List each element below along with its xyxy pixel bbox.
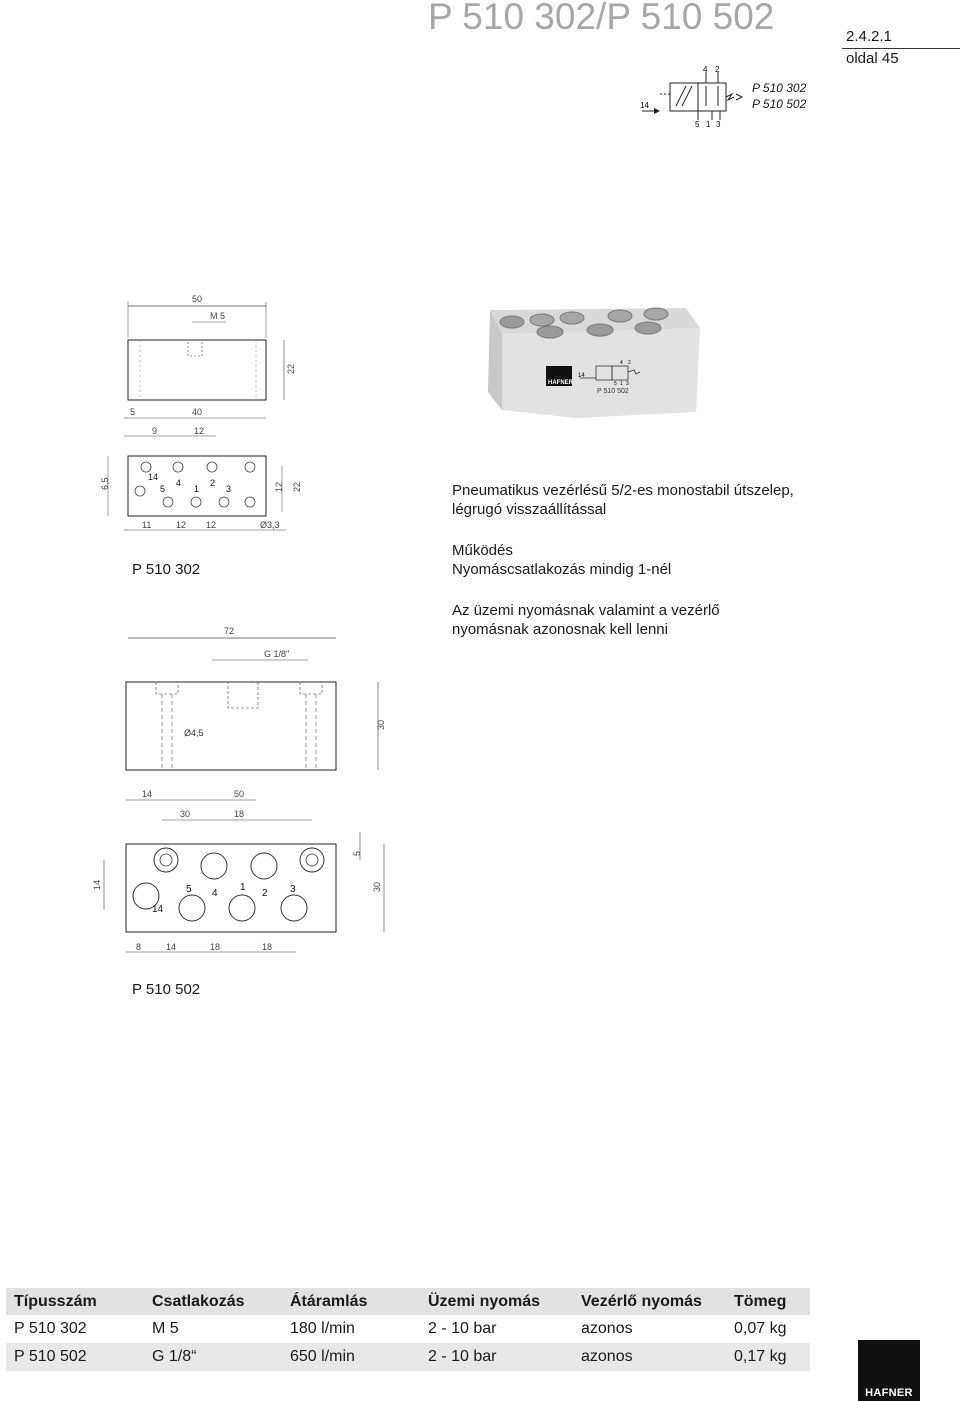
svg-text:8: 8 xyxy=(136,942,142,952)
operation-heading: Működés xyxy=(452,542,513,559)
spec-table xyxy=(6,1288,810,1371)
table-cell: P 510 502 xyxy=(6,1343,144,1371)
table-cell: G 1/8“ xyxy=(144,1343,282,1371)
svg-text:72: 72 xyxy=(224,626,235,636)
svg-text:14: 14 xyxy=(640,101,649,110)
svg-text:4: 4 xyxy=(703,65,708,74)
svg-text:3: 3 xyxy=(626,381,629,387)
svg-text:12: 12 xyxy=(274,481,284,492)
table-cell: 0,17 kg xyxy=(726,1343,810,1371)
svg-text:4: 4 xyxy=(620,360,623,366)
section-number: 2.4.2.1 xyxy=(846,28,892,45)
product-photo xyxy=(484,300,704,425)
svg-text:HAFNER: HAFNER xyxy=(548,380,573,386)
column-header: Csatlakozás xyxy=(144,1288,282,1315)
logo-text: HAFNER xyxy=(865,1387,913,1399)
table-cell: 180 l/min xyxy=(290,1320,355,1337)
svg-text:18: 18 xyxy=(234,809,245,819)
svg-text:1: 1 xyxy=(706,120,711,128)
svg-text:3: 3 xyxy=(716,120,721,128)
symbol-model-list xyxy=(752,80,806,112)
svg-text:5: 5 xyxy=(130,407,136,417)
column-header: Típusszám xyxy=(6,1288,144,1315)
description-line: Pneumatikus vezérlésű 5/2-es monostabil útszelep, xyxy=(452,482,794,499)
svg-text:P 510 502: P 510 502 xyxy=(597,388,629,395)
table-cell: azonos xyxy=(573,1343,726,1371)
table-cell: 2 - 10 bar xyxy=(428,1320,497,1337)
svg-text:1: 1 xyxy=(240,882,246,893)
hafner-logo xyxy=(858,1340,920,1401)
svg-text:40: 40 xyxy=(192,407,203,417)
table-header-row xyxy=(6,1288,810,1315)
operation-text: Nyomáscsatlakozás mindig 1-nél xyxy=(452,561,672,578)
page-title: P 510 302/P 510 502 xyxy=(428,0,775,37)
svg-text:14: 14 xyxy=(92,879,102,890)
svg-text:4: 4 xyxy=(176,478,182,488)
column-header: Vezérlő nyomás xyxy=(573,1288,726,1315)
svg-text:1: 1 xyxy=(620,381,623,387)
svg-text:M 5: M 5 xyxy=(210,311,226,321)
header-rule xyxy=(842,48,960,49)
drawing-p510302 xyxy=(96,290,316,540)
svg-text:2: 2 xyxy=(628,360,631,366)
svg-text:5: 5 xyxy=(352,850,362,856)
svg-text:1: 1 xyxy=(194,484,200,494)
valve-symbol xyxy=(636,64,746,128)
column-header: Tömeg xyxy=(726,1288,810,1315)
column-header: Átáramlás xyxy=(282,1288,420,1315)
svg-text:50: 50 xyxy=(234,789,245,799)
svg-text:5: 5 xyxy=(614,381,617,387)
svg-text:14: 14 xyxy=(142,789,153,799)
drawing-label-p510502: P 510 502 xyxy=(132,981,201,998)
svg-text:30: 30 xyxy=(180,809,191,819)
table-cell: P 510 302 xyxy=(14,1320,87,1337)
svg-text:18: 18 xyxy=(262,942,273,952)
svg-text:6,5: 6,5 xyxy=(100,477,110,490)
svg-text:14: 14 xyxy=(152,904,164,915)
svg-text:18: 18 xyxy=(210,942,221,952)
table-cell: 650 l/min xyxy=(282,1343,420,1371)
table-cell: 2 - 10 bar xyxy=(420,1343,573,1371)
svg-text:2: 2 xyxy=(262,888,268,899)
svg-text:14: 14 xyxy=(578,373,585,379)
svg-text:Ø3,3: Ø3,3 xyxy=(260,520,280,530)
svg-text:5: 5 xyxy=(695,120,700,128)
svg-text:9: 9 xyxy=(152,426,158,436)
note-line: nyomásnak azonosnak kell lenni xyxy=(452,621,668,638)
svg-text:3: 3 xyxy=(290,884,296,895)
table-cell: 0,07 kg xyxy=(734,1320,787,1337)
operation-block xyxy=(452,541,671,579)
svg-text:30: 30 xyxy=(376,719,386,730)
svg-text:14: 14 xyxy=(148,472,159,482)
table-cell: M 5 xyxy=(152,1320,179,1337)
svg-text:Ø4,5: Ø4,5 xyxy=(184,728,204,738)
description-line: légrugó visszaállítással xyxy=(452,501,607,518)
svg-text:G 1/8": G 1/8" xyxy=(264,649,290,659)
page-number: oldal 45 xyxy=(846,50,899,67)
svg-text:22: 22 xyxy=(292,481,302,492)
drawing-p510502 xyxy=(88,620,398,960)
svg-text:4: 4 xyxy=(212,888,218,899)
svg-text:3: 3 xyxy=(226,484,232,494)
svg-text:5: 5 xyxy=(186,884,192,895)
svg-text:2: 2 xyxy=(715,65,720,74)
table-row xyxy=(6,1343,810,1371)
svg-text:50: 50 xyxy=(192,294,203,304)
table-row xyxy=(6,1315,810,1343)
note-line: Az üzemi nyomásnak valamint a vezérlő xyxy=(452,602,720,619)
symbol-model: P 510 302 xyxy=(752,81,807,95)
svg-text:22: 22 xyxy=(286,363,296,374)
svg-text:2: 2 xyxy=(210,478,216,488)
drawing-label-p510302: P 510 302 xyxy=(132,561,201,578)
note-block xyxy=(452,601,720,639)
svg-text:12: 12 xyxy=(176,520,187,530)
svg-text:11: 11 xyxy=(142,520,152,530)
svg-text:14: 14 xyxy=(166,942,177,952)
description xyxy=(452,481,794,519)
table-cell: azonos xyxy=(581,1320,633,1337)
svg-text:12: 12 xyxy=(194,426,205,436)
svg-text:30: 30 xyxy=(372,881,382,892)
svg-text:12: 12 xyxy=(206,520,217,530)
column-header: Üzemi nyomás xyxy=(420,1288,573,1315)
svg-text:5: 5 xyxy=(160,484,166,494)
symbol-model: P 510 502 xyxy=(752,97,807,111)
